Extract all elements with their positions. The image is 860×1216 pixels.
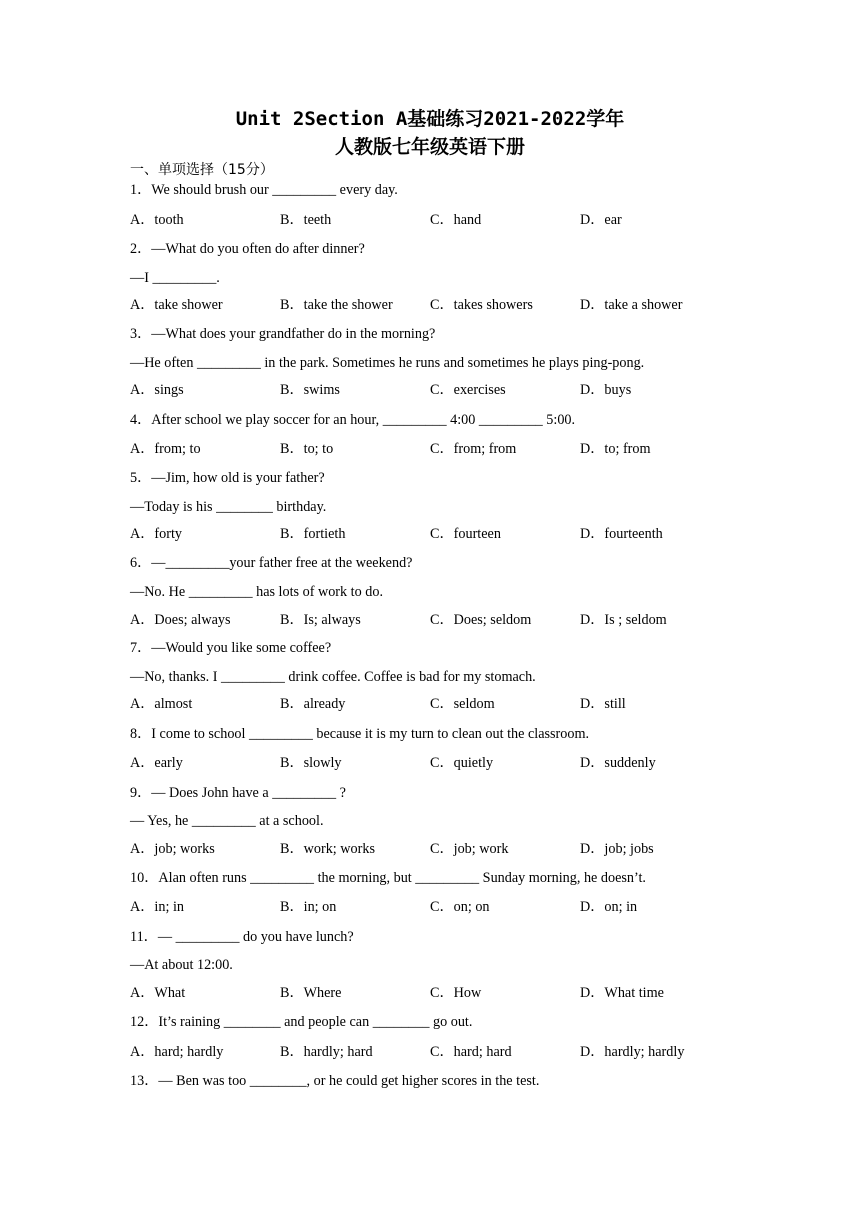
question-5-option-d: D．fourteenth: [580, 526, 663, 542]
question-9-option-b: B．work; works: [280, 841, 375, 857]
question-5-stem: 5．—Jim, how old is your father?: [130, 470, 325, 486]
question-11-option-b: B．Where: [280, 985, 342, 1001]
question-12-option-a: A．hard; hardly: [130, 1044, 224, 1060]
question-7-option-c: C．seldom: [430, 696, 495, 712]
question-12-option-b: B．hardly; hard: [280, 1044, 373, 1060]
question-12-stem: 12．It’s raining ________ and people can ________ go out.: [130, 1014, 473, 1030]
question-7-option-d: D．still: [580, 696, 626, 712]
question-9-answer-line: — Yes, he _________ at a school.: [130, 813, 324, 829]
question-10-option-d: D．on; in: [580, 899, 638, 915]
question-3-option-b: B．swims: [280, 382, 340, 398]
question-8-option-a: A．early: [130, 755, 183, 771]
question-13-stem: 13．— Ben was too ________, or he could get higher scores in the test.: [130, 1073, 540, 1089]
question-11-option-d: D．What time: [580, 985, 664, 1001]
question-10-option-c: C．on; on: [430, 899, 490, 915]
question-12-option-c: C．hard; hard: [430, 1044, 512, 1060]
question-2-option-c: C．takes showers: [430, 297, 533, 313]
question-4-option-d: D．to; from: [580, 441, 651, 457]
question-4-option-c: C．from; from: [430, 441, 517, 457]
question-2-answer-line: —I _________.: [130, 270, 220, 286]
question-6-stem: 6．—_________your father free at the weekend?: [130, 555, 413, 571]
question-6-option-a: A．Does; always: [130, 612, 231, 628]
question-10-option-a: A．in; in: [130, 899, 184, 915]
question-1-option-c: C．hand: [430, 212, 482, 228]
question-6-option-b: B．Is; always: [280, 612, 361, 628]
question-2-option-d: D．take a shower: [580, 297, 683, 313]
question-9-option-d: D．job; jobs: [580, 841, 654, 857]
question-3-stem: 3．—What does your grandfather do in the morning?: [130, 326, 436, 342]
question-3-option-a: A．sings: [130, 382, 184, 398]
question-12-option-d: D．hardly; hardly: [580, 1044, 685, 1060]
section-heading: 一、单项选择（15分）: [130, 162, 274, 178]
question-4-option-b: B．to; to: [280, 441, 334, 457]
question-8-option-c: C．quietly: [430, 755, 494, 771]
question-8-option-d: D．suddenly: [580, 755, 656, 771]
question-10-stem: 10．Alan often runs _________ the morning, but _________ Sunday morning, he doesn’t.: [130, 870, 646, 886]
question-2-option-a: A．take shower: [130, 297, 223, 313]
document-title-line-1: Unit 2Section A基础练习2021-2022学年: [235, 108, 625, 130]
question-7-answer-line: —No, thanks. I _________ drink coffee. Coffee is bad for my stomach.: [130, 669, 536, 685]
question-2-stem: 2．—What do you often do after dinner?: [130, 241, 365, 257]
question-11-option-c: C．How: [430, 985, 482, 1001]
question-1-option-a: A．tooth: [130, 212, 184, 228]
question-7-stem: 7．—Would you like some coffee?: [130, 640, 332, 656]
question-6-answer-line: —No. He _________ has lots of work to do.: [130, 584, 383, 600]
question-3-option-d: D．buys: [580, 382, 632, 398]
question-5-option-c: C．fourteen: [430, 526, 501, 542]
document-title-line-2: 人教版七年级英语下册: [334, 136, 525, 158]
question-7-option-a: A．almost: [130, 696, 193, 712]
question-11-answer-line: —At about 12:00.: [130, 957, 233, 973]
question-1-option-d: D．ear: [580, 212, 622, 228]
question-11-stem: 11．— _________ do you have lunch?: [130, 929, 354, 945]
question-2-option-b: B．take the shower: [280, 297, 393, 313]
question-9-option-c: C．job; work: [430, 841, 509, 857]
question-5-option-a: A．forty: [130, 526, 183, 542]
question-4-option-a: A．from; to: [130, 441, 201, 457]
question-9-option-a: A．job; works: [130, 841, 215, 857]
question-7-option-b: B．already: [280, 696, 346, 712]
question-11-option-a: A．What: [130, 985, 186, 1001]
question-6-option-c: C．Does; seldom: [430, 612, 532, 628]
question-8-stem: 8．I come to school _________ because it is my turn to clean out the classroom.: [130, 726, 590, 742]
question-3-answer-line: —He often _________ in the park. Sometimes he runs and sometimes he plays ping-pong.: [130, 355, 645, 371]
question-8-option-b: B．slowly: [280, 755, 342, 771]
question-4-stem: 4．After school we play soccer for an hour, _________ 4:00 _________ 5:00.: [130, 412, 576, 428]
question-6-option-d: D．Is ; seldom: [580, 612, 667, 628]
question-5-answer-line: —Today is his ________ birthday.: [130, 499, 327, 515]
question-10-option-b: B．in; on: [280, 899, 337, 915]
question-5-option-b: B．fortieth: [280, 526, 346, 542]
question-3-option-c: C．exercises: [430, 382, 506, 398]
question-1-stem: 1．We should brush our _________ every day.: [130, 182, 398, 198]
question-9-stem: 9．— Does John have a _________ ?: [130, 785, 346, 801]
question-1-option-b: B．teeth: [280, 212, 332, 228]
